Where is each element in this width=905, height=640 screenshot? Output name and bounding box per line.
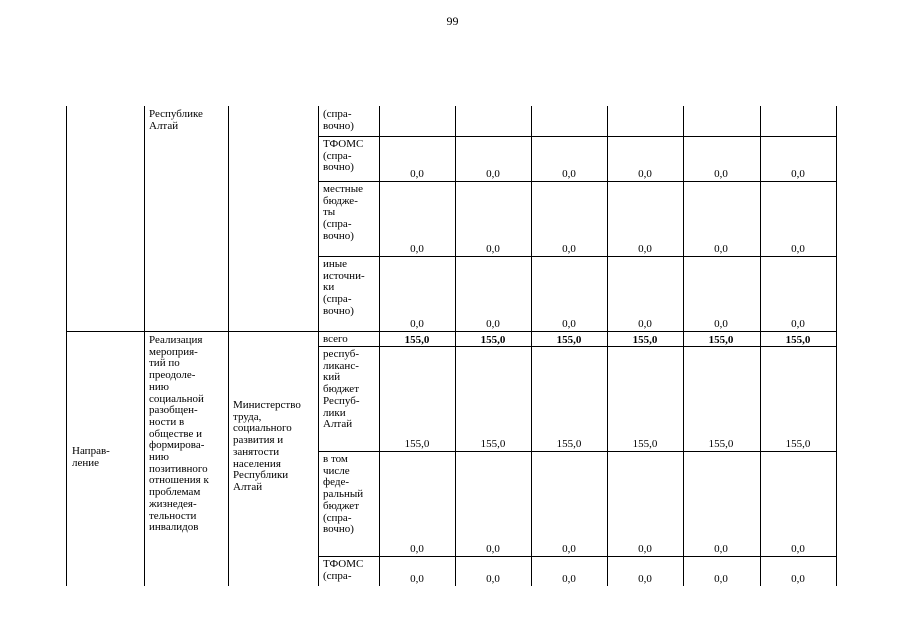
value-cell: 155,0	[480, 438, 506, 450]
value-cell: 0,0	[562, 543, 576, 555]
value-cell: 0,0	[791, 318, 805, 330]
value-cell: 0,0	[638, 168, 652, 180]
value-cell: 0,0	[486, 543, 500, 555]
value-cell: 0,0	[791, 543, 805, 555]
value-cell: 155,0	[708, 438, 734, 450]
source-cell: местные бюдже- ты (спра- вочно)	[323, 183, 363, 242]
value-cell: 0,0	[410, 573, 424, 585]
source-cell: ТФОМС (спра- вочно)	[323, 138, 364, 174]
source-cell: всего	[323, 333, 348, 345]
total-value-cell: 155,0	[404, 334, 430, 346]
event-name-top: Республике Алтай	[149, 108, 203, 132]
value-cell: 0,0	[714, 543, 728, 555]
value-cell: 0,0	[486, 243, 500, 255]
value-cell: 0,0	[638, 318, 652, 330]
value-cell: 0,0	[791, 573, 805, 585]
value-cell: 0,0	[714, 168, 728, 180]
value-cell: 155,0	[785, 438, 811, 450]
source-cell: (спра- вочно)	[323, 108, 354, 132]
value-cell: 0,0	[638, 573, 652, 585]
source-cell: в том числе феде- ральный бюджет (спра- вочно)	[323, 453, 364, 536]
direction-cell: Направ- ление	[72, 445, 110, 469]
value-cell: 0,0	[714, 318, 728, 330]
value-cell: 0,0	[791, 168, 805, 180]
value-cell: 0,0	[791, 243, 805, 255]
value-cell: 0,0	[410, 243, 424, 255]
value-cell: 0,0	[562, 573, 576, 585]
value-cell: 0,0	[638, 543, 652, 555]
value-cell: 0,0	[714, 243, 728, 255]
total-value-cell: 155,0	[556, 334, 582, 346]
value-cell: 155,0	[404, 438, 430, 450]
executor-cell: Министерство труда, социального развития и занятости населения Республики Алтай	[233, 399, 301, 493]
value-cell: 0,0	[562, 318, 576, 330]
page-number: 99	[446, 14, 459, 28]
value-cell: 0,0	[486, 318, 500, 330]
value-cell: 155,0	[632, 438, 658, 450]
total-value-cell: 155,0	[785, 334, 811, 346]
source-cell: респуб- ликанс- кий бюджет Респуб- лики Алтай	[323, 348, 360, 431]
total-value-cell: 155,0	[480, 334, 506, 346]
value-cell: 0,0	[638, 243, 652, 255]
source-cell: ТФОМС (спра-	[323, 558, 364, 582]
total-value-cell: 155,0	[632, 334, 658, 346]
value-cell: 0,0	[410, 318, 424, 330]
value-cell: 0,0	[562, 168, 576, 180]
value-cell: 0,0	[486, 573, 500, 585]
value-cell: 0,0	[410, 543, 424, 555]
total-value-cell: 155,0	[708, 334, 734, 346]
value-cell: 0,0	[486, 168, 500, 180]
value-cell: 0,0	[714, 573, 728, 585]
source-cell: иные источни- ки (спра- вочно)	[323, 258, 365, 317]
event-name-main: Реализация мероприя- тий по преодоле- нию социальной разобщен- ности в обществе и формирова- нию позитивного отношения к проблемам жизнедея- тельности инвалидов	[149, 334, 209, 534]
value-cell: 0,0	[562, 243, 576, 255]
value-cell: 155,0	[556, 438, 582, 450]
value-cell: 0,0	[410, 168, 424, 180]
